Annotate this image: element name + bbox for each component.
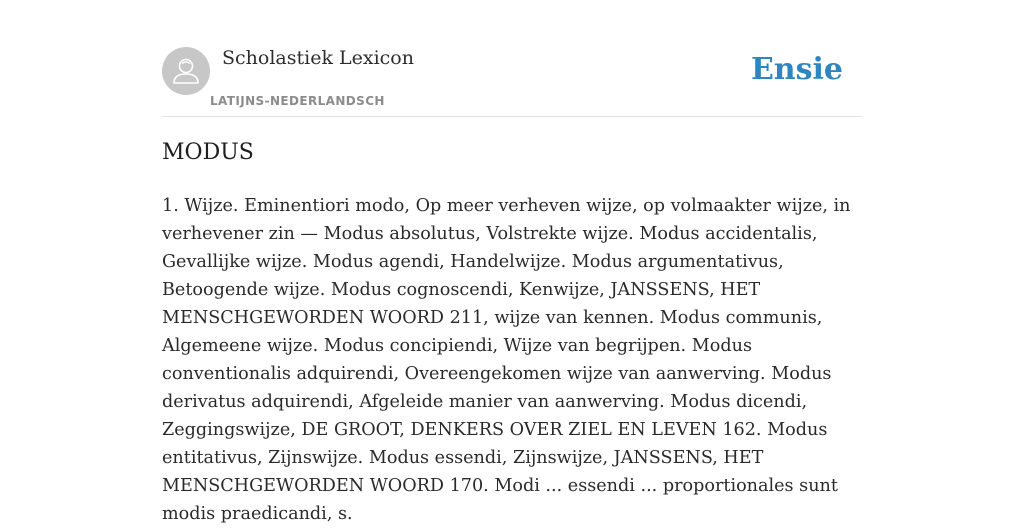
avatar[interactable] xyxy=(162,47,210,95)
lexicon-header xyxy=(162,46,862,117)
user-placeholder-icon xyxy=(162,47,210,95)
brand-logo[interactable]: Ensie xyxy=(750,52,843,87)
lexicon-subtitle: LATIJNS-NEDERLANDSCH xyxy=(210,94,385,108)
entry-body: 1. Wijze. Eminentiori modo, Op meer verheven wijze, op volmaakter wijze, in verhevener zin — Modus absolutus, Volstrekte wijze. Modus accidentalis, Gevallijke wijze. Modus agendi, Handelwijze. Modus argumentativus, Betoogende wijze. Modus cognoscendi, Kenwijze, JANSSENS, HET MENSCHGEWORDEN WOORD 211, wijze van kennen. Modus communis, Algemeene wijze. Modus concipiendi, Wijze van begrijpen. Modus conventionalis adquirendi, Overeengekomen wijze van aanwerving. Modus derivatus adquirendi, Afgeleide manier van aanwerving. Modus dicendi, Zeggingswijze, DE GROOT, DENKERS OVER ZIEL EN LEVEN 162. Modus entitativus, Zijnswijze. Modus essendi, Zijnswijze, JANSSENS, HET MENSCHGEWORDEN WOORD 170. Modi ... essendi ... proportionales sunt modis praedicandi, s. xyxy=(162,196,851,524)
entry-title: MODUS xyxy=(162,140,254,165)
lexicon-title[interactable]: Scholastiek Lexicon xyxy=(222,47,414,69)
